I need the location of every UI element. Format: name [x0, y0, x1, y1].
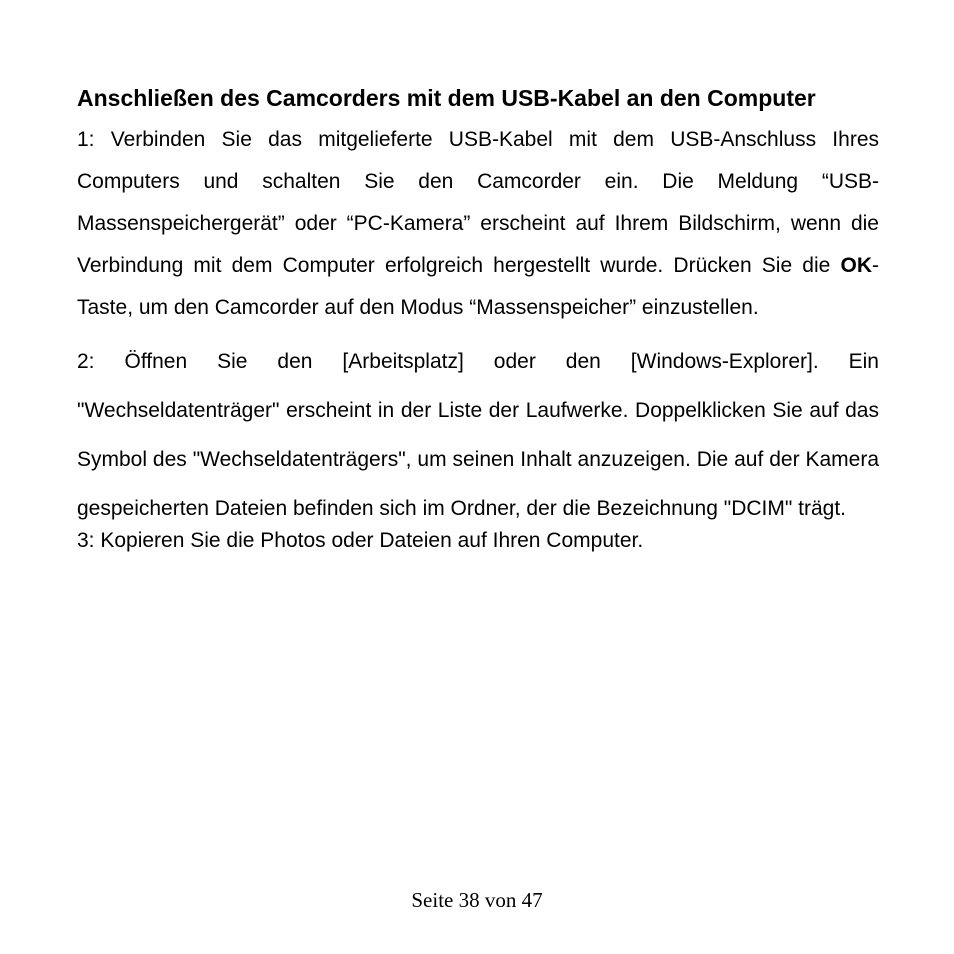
step-2-paragraph: 2: Öffnen Sie den [Arbeitsplatz] oder den [Windows-Explorer]. Ein "Wechseldatenträger" erscheint in der Liste der Laufwerke. Doppelklicken Sie auf das Symbol des "Wechseldatenträgers", um seinen Inhalt anzuzeigen. Die auf der Kamera gespeicherten Dateien befinden sich im Ordner, der die Bezeichnung "DCIM" trägt. — [77, 350, 879, 520]
step-1-text-end: -Taste, um den Camcorder auf den Modus “Massenspeicher” einzustellen. — [77, 254, 879, 319]
section-heading: Anschließen des Camcorders mit dem USB-Kabel an den Computer — [77, 85, 816, 111]
document-body — [77, 78, 879, 555]
step-3-paragraph: 3: Kopieren Sie die Photos oder Dateien auf Ihren Computer. — [77, 529, 644, 552]
ok-key-label: OK — [840, 254, 872, 277]
page-footer: Seite 38 von 47 — [411, 888, 543, 912]
step-1-text-start: 1: Verbinden Sie das mitgelieferte USB-Kabel mit dem USB-Anschluss Ihres Computers und schalten Sie den Camcorder ein. Die Meldung “USB-Massenspeichergerät” oder “PC-Kamera” erscheint auf Ihrem Bildschirm, wenn die Verbindung mit dem Computer erfolgreich hergestellt wurde. Drücken Sie die — [77, 128, 879, 277]
step-1-paragraph — [77, 119, 879, 329]
